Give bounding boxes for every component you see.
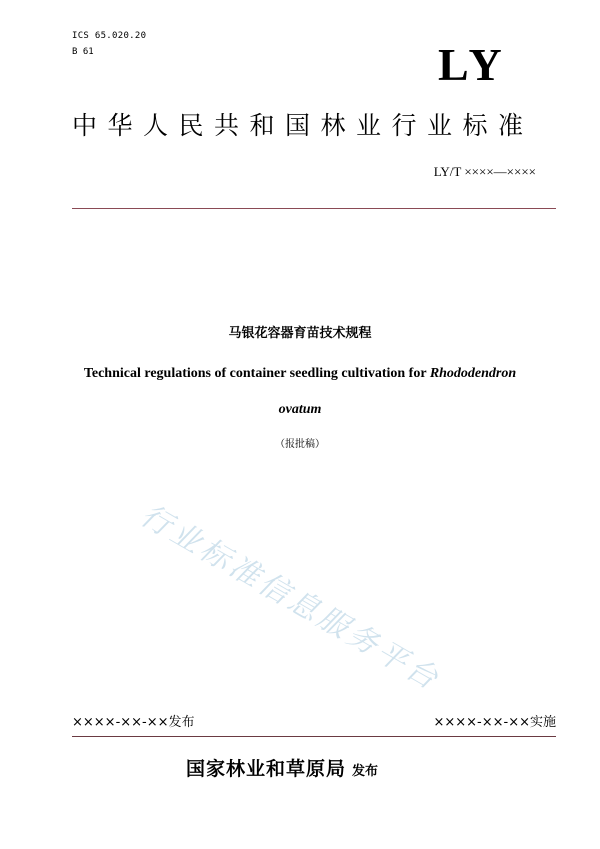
title-english-species: Rhododendron ovatum: [278, 366, 517, 417]
ics-code: ICS 65.020.20: [72, 31, 147, 41]
title-chinese: 马银花容器育苗技术规程: [228, 326, 372, 341]
issue-date: ××××-××-××发布: [72, 715, 195, 730]
issuer-suffix: 发布: [352, 764, 379, 779]
watermark-text: 行业标准信息服务平台: [134, 498, 447, 699]
issuer-name: 国家林业和草原局: [186, 758, 347, 780]
standard-category-title: 中华人民共和国林业行业标准: [72, 111, 534, 140]
draft-stage: （报批稿）: [275, 439, 325, 450]
bottom-divider: [72, 736, 556, 737]
title-english-prefix: Technical regulations of container seedling cultivation for: [83, 366, 430, 381]
standard-mark: LY: [438, 39, 506, 90]
top-divider: [72, 208, 556, 209]
standard-number: LY/T ××××—××××: [433, 164, 536, 179]
ccs-code: B 61: [72, 47, 94, 57]
implementation-date: ××××-××-××实施: [433, 715, 556, 730]
title-english: [72, 356, 528, 428]
issuer-block: [186, 757, 378, 784]
